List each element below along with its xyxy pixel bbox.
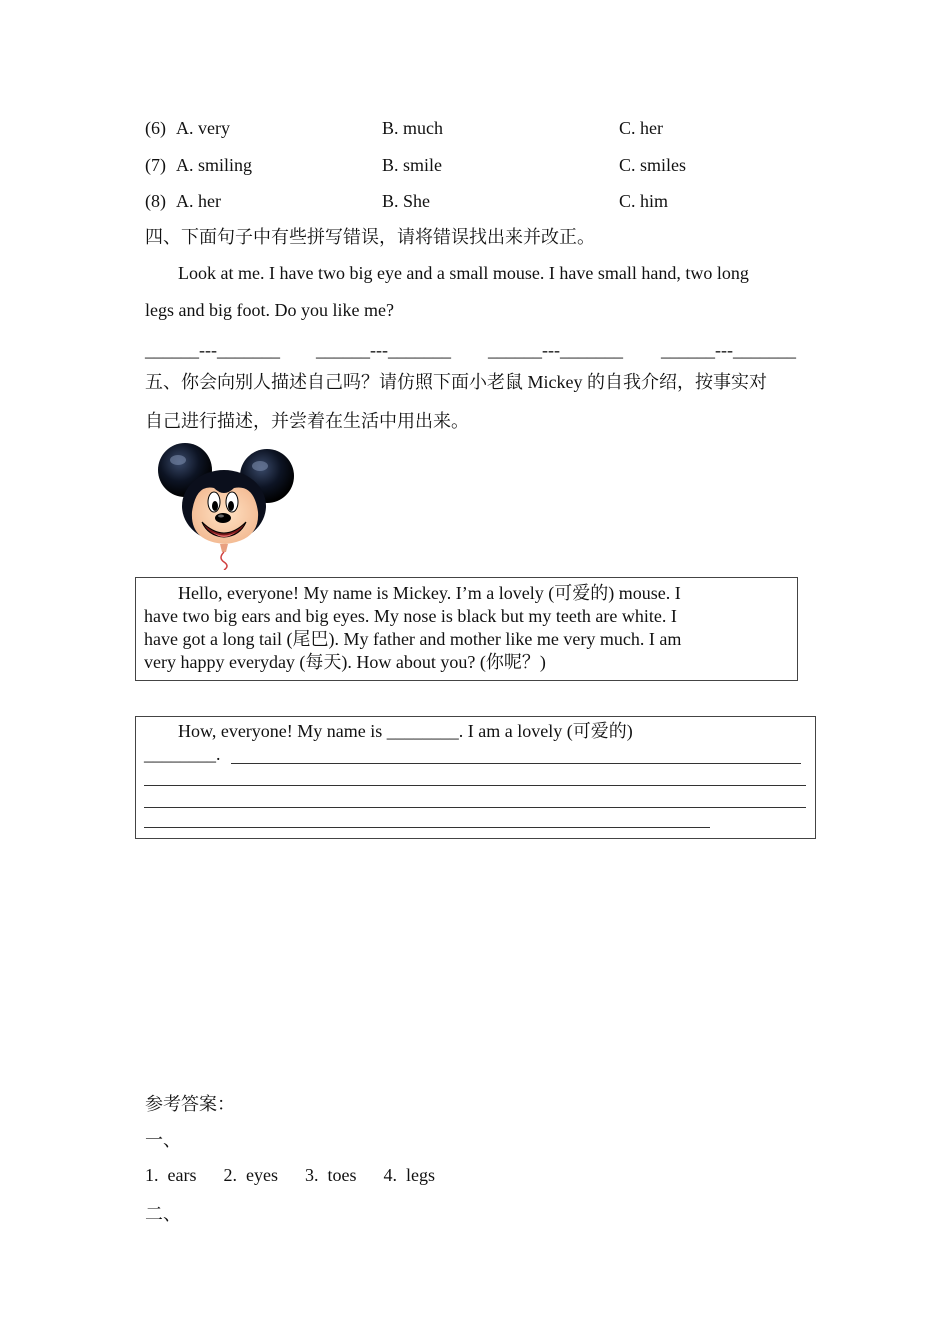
answer-line-1: How, everyone! My name is ________. I am a lovely (可爱的) [178,721,633,741]
section-5-heading-line-2: 自己进行描述，并尝着在生活中用出来。 [145,411,469,431]
correction-blank-2[interactable]: ______---_______ [316,340,451,360]
question-number: (6) [145,118,166,138]
option-b: B. She [382,191,431,211]
option-b: B. smile [382,155,443,175]
question-number: (7) [145,155,166,175]
correction-blank-3[interactable]: ______---_______ [488,340,623,360]
section-5-heading-line-1: 五、你会向别人描述自己吗？请仿照下面小老鼠 Mickey 的自我介绍，按事实对 [145,372,767,392]
option-c: C. smiles [619,155,687,175]
option-a: A. very [176,118,230,138]
mickey-mouse-image [152,440,302,570]
option-b: B. much [382,118,443,138]
writing-rule[interactable] [144,827,710,828]
writing-rule[interactable] [144,785,806,786]
mcq-row-7 [145,155,845,177]
correction-blank-1[interactable]: ______---_______ [145,340,280,360]
answer-key-title: 参考答案： [145,1094,235,1114]
writing-rule[interactable] [144,807,806,808]
section-4-passage-line-2: legs and big foot. Do you like me? [145,300,394,320]
example-line-3: have got a long tail (尾巴). My father and mother like me very much. I am [144,629,682,649]
section-4-heading: 四、下面句子中有些拼写错误，请将错误找出来并改正。 [145,227,595,247]
section-4-passage-line-1: Look at me. I have two big eye and a small mouse. I have small hand, two long [178,263,749,283]
answer-part-1-items: 1. ears 2. eyes 3. toes 4. legs [145,1165,435,1185]
option-c: C. her [619,118,663,138]
example-introduction-box [135,577,798,681]
self-introduction-box[interactable] [135,716,816,839]
correction-blank-4[interactable]: ______---_______ [661,340,796,360]
option-c: C. him [619,191,669,211]
option-a: A. her [176,191,221,211]
question-number: (8) [145,191,166,211]
answer-part-2-label: 二、 [145,1204,181,1224]
mcq-row-6 [145,118,845,140]
answer-part-1-label: 一、 [145,1130,181,1150]
option-a: A. smiling [176,155,253,175]
example-line-1: Hello, everyone! My name is Mickey. I’m a lovely (可爱的) mouse. I [178,583,681,603]
example-line-4: very happy everyday (每天). How about you? (你呢？) [144,652,546,672]
example-line-2: have two big ears and big eyes. My nose is black but my teeth are white. I [144,606,677,626]
writing-rule[interactable] [231,763,801,764]
mcq-row-8 [145,191,845,213]
answer-line-2: ________. [144,744,221,764]
